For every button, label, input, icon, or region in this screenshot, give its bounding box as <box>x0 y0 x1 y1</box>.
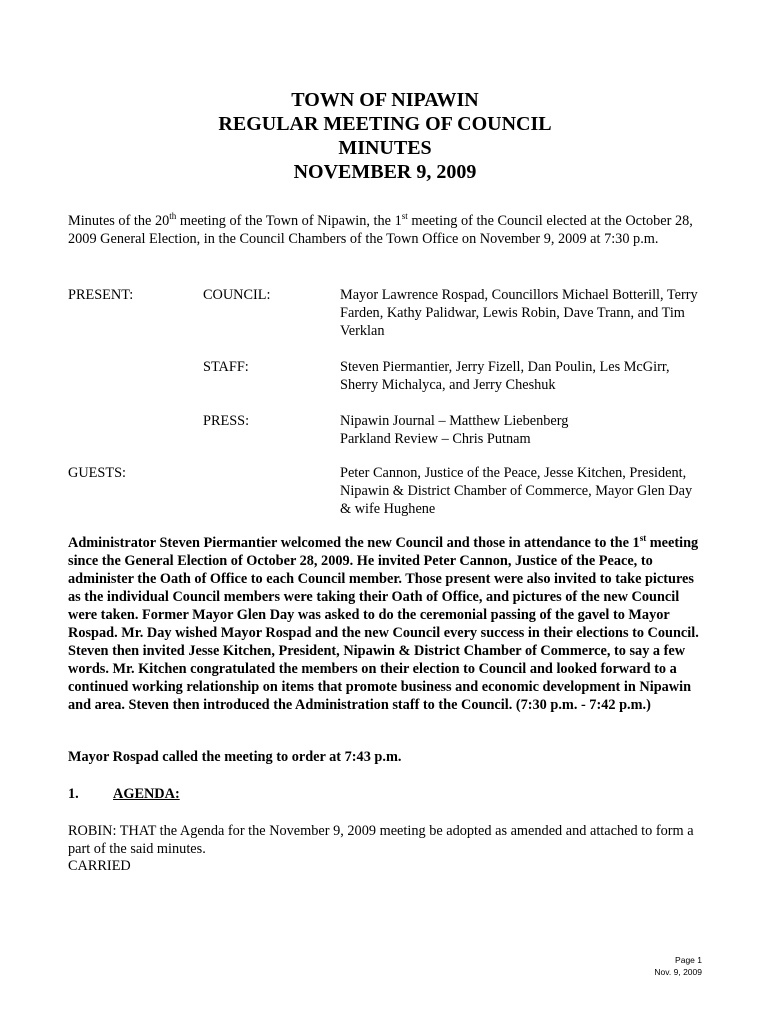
guests-label: GUESTS: <box>68 465 126 481</box>
council-members: Mayor Lawrence Rospad, Councillors Michael Botterill, Terry Farden, Kathy Palidwar, Lewis Robin, Dave Trann, and Tim Verklan <box>340 287 698 339</box>
title-date: NOVEMBER 9, 2009 <box>293 161 477 183</box>
title-minutes: MINUTES <box>338 137 432 159</box>
press-review: Parkland Review – Chris Putnam <box>340 431 531 447</box>
welcome-text-1: Administrator Steven Piermantier welcomed the new Council and those in attendance to the 1 <box>68 535 640 551</box>
page-footer <box>654 954 702 978</box>
document-title <box>0 88 770 184</box>
agenda-number: 1. <box>68 786 79 802</box>
agenda-motion: ROBIN: THAT the Agenda for the November 9, 2009 meeting be adopted as amended and attached to form a part of the said minutes. <box>68 823 694 857</box>
intro-text-3: meeting of the Council elected at the October 28, 2009 General Election, in the Council Chambers of the Town Office on November 9, 2009 at 7:30 p.m. <box>68 213 693 247</box>
intro-text-1: Minutes of the 20 <box>68 213 170 229</box>
staff-members: Steven Piermantier, Jerry Fizell, Dan Poulin, Les McGirr, Sherry Michalyca, and Jerry Cheshuk <box>340 359 670 393</box>
agenda-heading: AGENDA: <box>113 786 180 802</box>
staff-label: STAFF: <box>203 359 249 375</box>
intro-paragraph <box>68 212 704 248</box>
press-journal: Nipawin Journal – Matthew Liebenberg <box>340 413 569 429</box>
welcome-superscript: st <box>639 533 647 544</box>
call-to-order: Mayor Rospad called the meeting to order at 7:43 p.m. <box>68 749 402 765</box>
present-label: PRESENT: <box>68 287 134 303</box>
agenda-result: CARRIED <box>68 858 131 874</box>
press-label: PRESS: <box>203 413 250 429</box>
title-meeting: REGULAR MEETING OF COUNCIL <box>218 113 552 135</box>
footer-date: Nov. 9, 2009 <box>654 967 702 977</box>
press-members <box>340 412 704 448</box>
welcome-text-2: meeting since the General Election of October 28, 2009. He invited Peter Cannon, Justice of the Peace, to administer the Oath of Office to each Council member. Those present were also invited to take pictures as the individual Council members were taking their Oath of Office, and pictures of the new Council were taken. Former Mayor Glen Day was asked to do the ceremonial passing of the gavel to Mayor Rospad. Mr. Day wished Mayor Rospad and the new Council every success in their elections to Council. Steven then invited Jesse Kitchen, President, Nipawin & District Chamber of Commerce, to say a few words. Mr. Kitchen congratulated the members on their election to Council and looked forward to a continued working relationship on items that promote business and economic development in Nipawin and area. Steven then introduced the Administration staff to the Council. (7:30 p.m. - 7:42 p.m.) <box>68 535 699 713</box>
intro-superscript-1: th <box>169 211 177 222</box>
welcome-paragraph <box>68 534 704 714</box>
footer-page-number: Page 1 <box>675 955 702 965</box>
intro-text-2: meeting of the Town of Nipawin, the 1 <box>176 213 402 229</box>
intro-superscript-2: st <box>401 211 408 222</box>
title-town: TOWN OF NIPAWIN <box>291 89 479 111</box>
council-label: COUNCIL: <box>203 287 271 303</box>
guests-list: Peter Cannon, Justice of the Peace, Jesse Kitchen, President, Nipawin & District Chamber of Commerce, Mayor Glen Day & wife Hughene <box>340 465 693 517</box>
